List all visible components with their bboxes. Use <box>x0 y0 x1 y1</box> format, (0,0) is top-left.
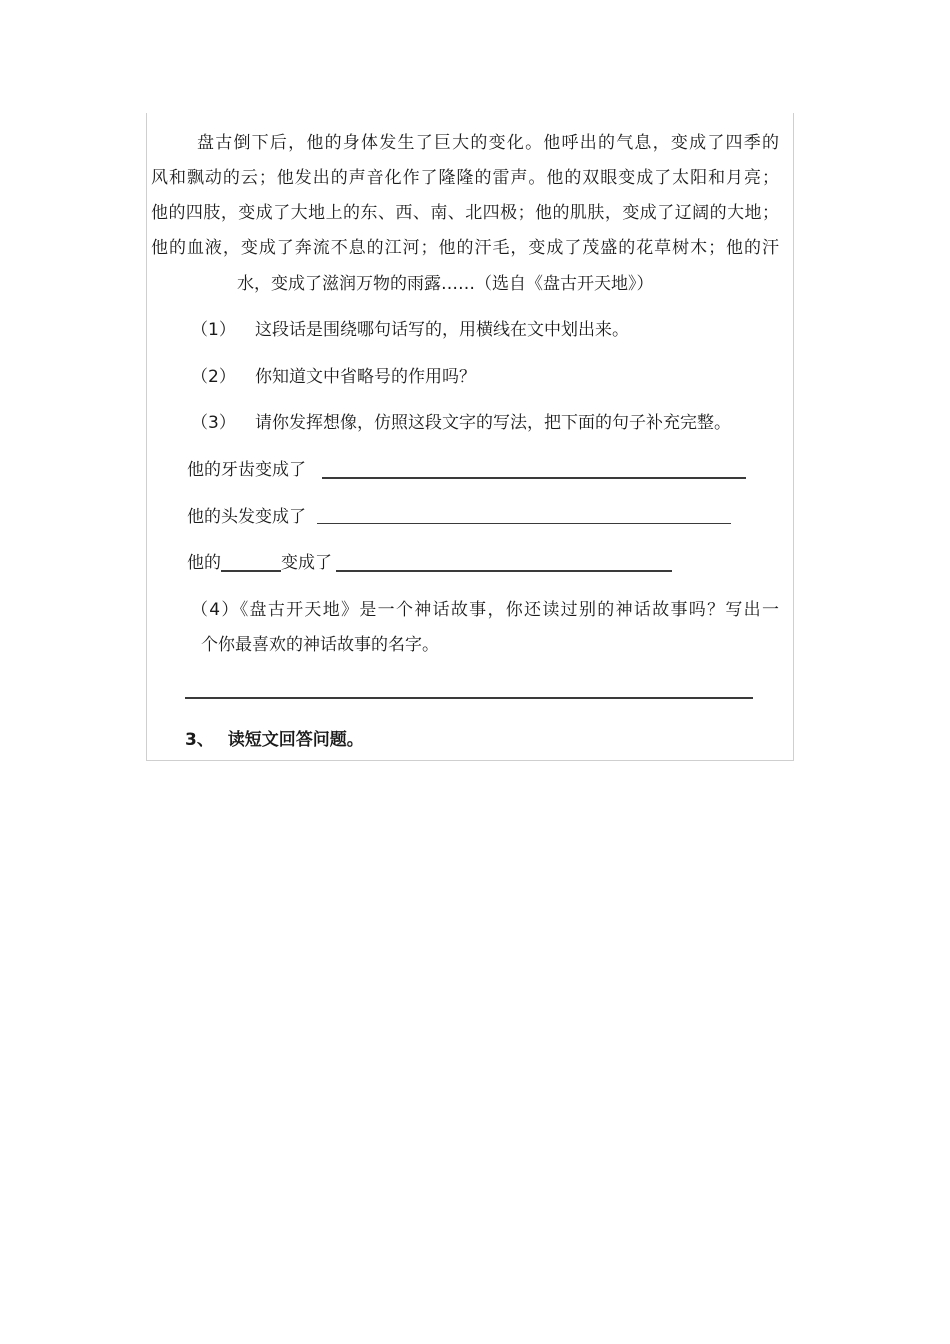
question-3-text: 请你发挥想像，仿照这段文字的写法，把下面的句子补充完整。 <box>255 413 731 433</box>
passage-line-1: 盘古倒下后，他的身体发生了巨大的变化。他呼出的气息，变成了四季的 <box>197 133 779 153</box>
question-4-line-1: （4）《盘古开天地》是一个神话故事，你还读过别的神话故事吗？写出一 <box>191 600 779 620</box>
passage-line-5: 水，变成了滋润万物的雨露……（选自《盘古开天地》） <box>237 274 654 294</box>
passage-line-3: 他的四肢，变成了大地上的东、西、南、北四极；他的肌肤，变成了辽阔的大地； <box>151 203 779 223</box>
passage-line-4: 他的血液，变成了奔流不息的江河；他的汗毛，变成了茂盛的花草树木；他的汗 <box>151 238 779 258</box>
blank-teeth-label: 他的牙齿变成了 <box>187 460 306 480</box>
section-3-heading <box>185 728 364 752</box>
worksheet-card <box>146 113 794 761</box>
section-3-number: 3、 <box>185 730 214 750</box>
question-1-text: 这段话是围绕哪句话写的，用横线在文中划出来。 <box>255 320 629 340</box>
section-3-title: 读短文回答问题。 <box>227 730 364 750</box>
question-3 <box>191 411 731 435</box>
blank-hair-line[interactable] <box>317 523 731 524</box>
blank-custom-long-line[interactable] <box>336 570 672 572</box>
passage-line-2: 风和飘动的云；他发出的声音化作了隆隆的雷声。他的双眼变成了太阳和月亮； <box>151 168 779 188</box>
question-3-number: （3） <box>191 413 236 433</box>
question-2-number: （2） <box>191 367 236 387</box>
question-1 <box>191 318 629 342</box>
question-2-text: 你知道文中省略号的作用吗？ <box>255 367 476 387</box>
blank-teeth-line[interactable] <box>322 477 746 479</box>
question-4-line-2: 个你最喜欢的神话故事的名字。 <box>201 635 439 655</box>
blank-custom-prefix: 他的 <box>187 553 221 573</box>
question-2 <box>191 365 476 389</box>
blank-hair-label: 他的头发变成了 <box>187 507 306 527</box>
blank-custom-mid: 变成了 <box>281 553 332 573</box>
question-1-number: （1） <box>191 320 236 340</box>
answer-line[interactable] <box>185 697 753 699</box>
blank-custom-short-line[interactable] <box>221 570 281 572</box>
